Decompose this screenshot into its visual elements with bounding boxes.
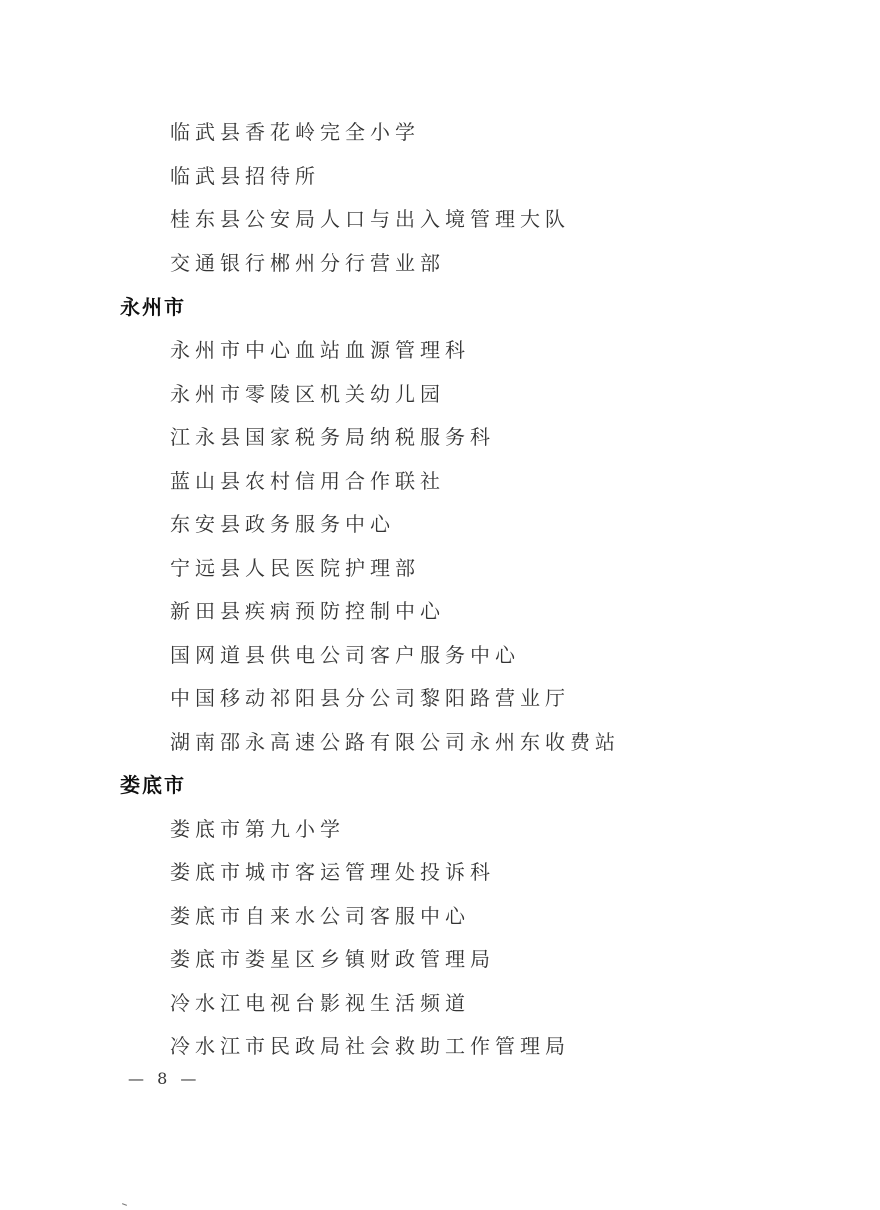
section-heading-loudi: 娄底市 <box>120 773 186 797</box>
list-item: 新田县疾病预防控制中心 <box>170 599 445 623</box>
list-item: 桂东县公安局人口与出入境管理大队 <box>170 207 570 231</box>
scan-mark <box>122 1203 127 1206</box>
list-item: 交通银行郴州分行营业部 <box>170 251 445 275</box>
section-heading-yongzhou: 永州市 <box>120 295 186 319</box>
list-item: 宁远县人民医院护理部 <box>170 556 420 580</box>
list-item: 湖南邵永高速公路有限公司永州东收费站 <box>170 730 620 754</box>
list-item: 临武县招待所 <box>170 164 320 188</box>
list-item: 冷水江市民政局社会救助工作管理局 <box>170 1034 570 1058</box>
list-item: 永州市零陵区机关幼儿园 <box>170 382 445 406</box>
list-item: 江永县国家税务局纳税服务科 <box>170 425 495 449</box>
list-item: 娄底市自来水公司客服中心 <box>170 904 470 928</box>
list-item: 娄底市第九小学 <box>170 817 345 841</box>
list-item: 东安县政务服务中心 <box>170 512 395 536</box>
list-item: 永州市中心血站血源管理科 <box>170 338 470 362</box>
list-item: 蓝山县农村信用合作联社 <box>170 469 445 493</box>
list-item: 国网道县供电公司客户服务中心 <box>170 643 520 667</box>
list-item: 娄底市城市客运管理处投诉科 <box>170 860 495 884</box>
list-item: 娄底市娄星区乡镇财政管理局 <box>170 947 495 971</box>
list-item: 中国移动祁阳县分公司黎阳路营业厅 <box>170 686 570 710</box>
list-item: 冷水江电视台影视生活频道 <box>170 991 470 1015</box>
page-number: — 8 — <box>128 1069 201 1088</box>
list-item: 临武县香花岭完全小学 <box>170 120 420 144</box>
